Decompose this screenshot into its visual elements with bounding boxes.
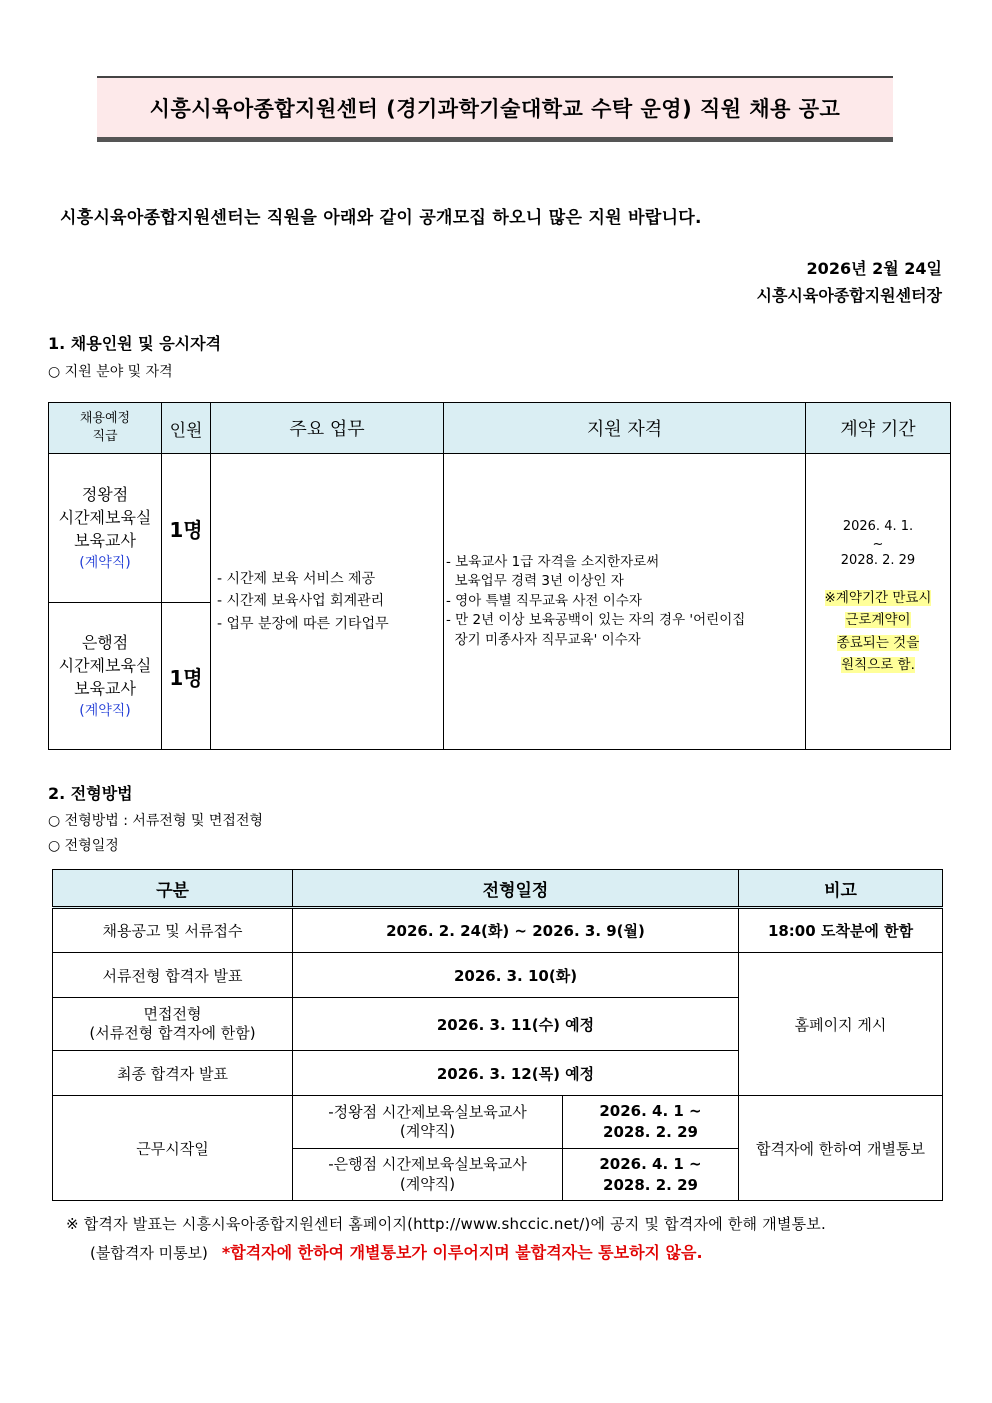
category-cell: 서류전형 합격자 발표 (53, 953, 293, 998)
schedule-cell: 2026. 2. 24(화) ~ 2026. 3. 9(월) (293, 908, 739, 953)
work-position-cell (293, 1096, 563, 1149)
period-tilde: ~ (872, 536, 884, 552)
duty-item: - 업무 분장에 따른 기타업무 (217, 615, 389, 632)
duty-item: - 시간제 보육 서비스 제공 (217, 570, 376, 587)
footer-notice: ※ 합격자 발표는 시흥시육아종합지원센터 홈페이지(http://www.shccic.net/)에 공지 및 합격자에 한해 개별통보. (66, 1215, 826, 1233)
note-cell-homepage: 홈페이지 게시 (739, 953, 943, 1096)
table-row (49, 454, 951, 603)
position-cell (49, 603, 162, 750)
contract-label: (계약직) (79, 554, 131, 571)
work-position-line: (계약직) (399, 1174, 456, 1193)
category-cell (53, 998, 293, 1051)
work-position-cell (293, 1149, 563, 1201)
duty-cell (211, 454, 444, 750)
qualification-cell (444, 454, 806, 750)
section1-subtitle: ○ 지원 분야 및 자격 (48, 364, 173, 380)
work-date-line: 2026. 4. 1 ~ (599, 1102, 702, 1120)
qualification-item: - 만 2년 이상 보육공백이 있는 자의 경우 '어린이집 (446, 612, 746, 629)
header-duty: 주요 업무 (211, 403, 444, 454)
period-note-line: 근로계약이 (845, 612, 911, 629)
qualification-table-header (49, 403, 951, 454)
section2-method: ○ 전형방법 : 서류전형 및 면접전형 (48, 813, 263, 829)
header-schedule: 전형일정 (293, 870, 739, 908)
notice-date: 2026년 2월 24일 (806, 259, 942, 278)
header-category: 구분 (53, 870, 293, 908)
period-note-line: 원칙으로 함. (841, 656, 915, 673)
note-cell: 18:00 도착분에 한함 (739, 908, 943, 953)
header-position (49, 403, 162, 454)
count-cell: 1명 (162, 454, 211, 603)
note-cell-individual: 합격자에 한하여 개별통보 (739, 1096, 943, 1201)
category-line: 면접전형 (143, 1004, 202, 1023)
schedule-cell: 2026. 3. 11(수) 예정 (293, 998, 739, 1051)
header-position-line2: 직급 (92, 429, 118, 444)
section2-title: 2. 전형방법 (48, 784, 133, 803)
work-date-line: 2028. 2. 29 (603, 1123, 698, 1141)
contract-label: (계약직) (79, 702, 131, 719)
header-qualification: 지원 자격 (444, 403, 806, 454)
work-date-cell (563, 1096, 739, 1149)
period-note (806, 587, 950, 676)
category-line: (서류전형 합격자에 한함) (89, 1024, 256, 1042)
table-row (53, 953, 943, 998)
position-type: 시간제보육실 (58, 508, 152, 528)
period-note-line: ※계약기간 만료시 (824, 590, 932, 607)
position-name: 정왕점 (81, 485, 129, 505)
work-date-line: 2028. 2. 29 (603, 1175, 698, 1194)
position-type: 시간제보육실 (58, 656, 152, 676)
duty-item: - 시간제 보육사업 회계관리 (217, 593, 385, 610)
work-position-line: -은행점 시간제보육실보육교사 (328, 1155, 527, 1173)
table-row (53, 908, 943, 953)
work-date-cell (563, 1149, 739, 1201)
section1-title: 1. 채용인원 및 응시자격 (48, 334, 222, 353)
schedule-table (52, 869, 943, 1201)
header-position-line1: 채용예정 (79, 410, 131, 426)
qualification-table (48, 402, 951, 750)
header-count: 인원 (162, 403, 211, 454)
position-role: 보육교사 (74, 679, 136, 699)
category-cell: 최종 합격자 발표 (53, 1051, 293, 1096)
schedule-cell: 2026. 3. 10(화) (293, 953, 739, 998)
category-cell: 근무시작일 (53, 1096, 293, 1201)
qualification-item: 보육업무 경력 3년 이상인 자 (446, 573, 624, 590)
table-row (53, 1096, 943, 1149)
footer-prefix: (불합격자 미통보) (90, 1244, 208, 1262)
page-title: 시흥시육아종합지원센터 (경기과학기술대학교 수탁 운영) 직원 채용 공고 (97, 76, 893, 142)
qualification-item: - 영아 특별 직무교육 사전 이수자 (446, 592, 642, 609)
period-start: 2026. 4. 1. (842, 519, 914, 534)
position-cell (49, 454, 162, 603)
notice-issuer: 시흥시육아종합지원센터장 (756, 286, 942, 305)
footer-warning: *합격자에 한하여 개별통보가 이루어지며 불합격자는 통보하지 않음. (221, 1243, 703, 1262)
position-name: 은행점 (81, 633, 129, 653)
header-note: 비고 (739, 870, 943, 908)
period-cell (806, 454, 951, 750)
work-position-line: -정왕점 시간제보육실보육교사 (328, 1102, 527, 1121)
schedule-cell: 2026. 3. 12(목) 예정 (293, 1051, 739, 1096)
footer-notice-2 (90, 1240, 703, 1263)
position-role: 보육교사 (74, 531, 136, 551)
intro-text: 시흥시육아종합지원센터는 직원을 아래와 같이 공개모집 하오니 많은 지원 바랍니다. (60, 208, 702, 228)
category-cell: 채용공고 및 서류접수 (53, 908, 293, 953)
work-position-line: (계약직) (399, 1122, 456, 1140)
period-end: 2028. 2. 29 (840, 553, 916, 569)
period-note-line: 종료되는 것을 (836, 634, 920, 651)
work-date-line: 2026. 4. 1 ~ (599, 1154, 702, 1173)
qualification-item: - 보육교사 1급 자격을 소지한자로써 (446, 553, 660, 570)
schedule-table-header (53, 870, 943, 908)
section2-schedule-label: ○ 전형일정 (48, 838, 119, 854)
qualification-item: 장기 미종사자 직무교육' 이수자 (446, 631, 641, 648)
count-cell: 1명 (162, 603, 211, 750)
header-period: 계약 기간 (806, 403, 951, 454)
